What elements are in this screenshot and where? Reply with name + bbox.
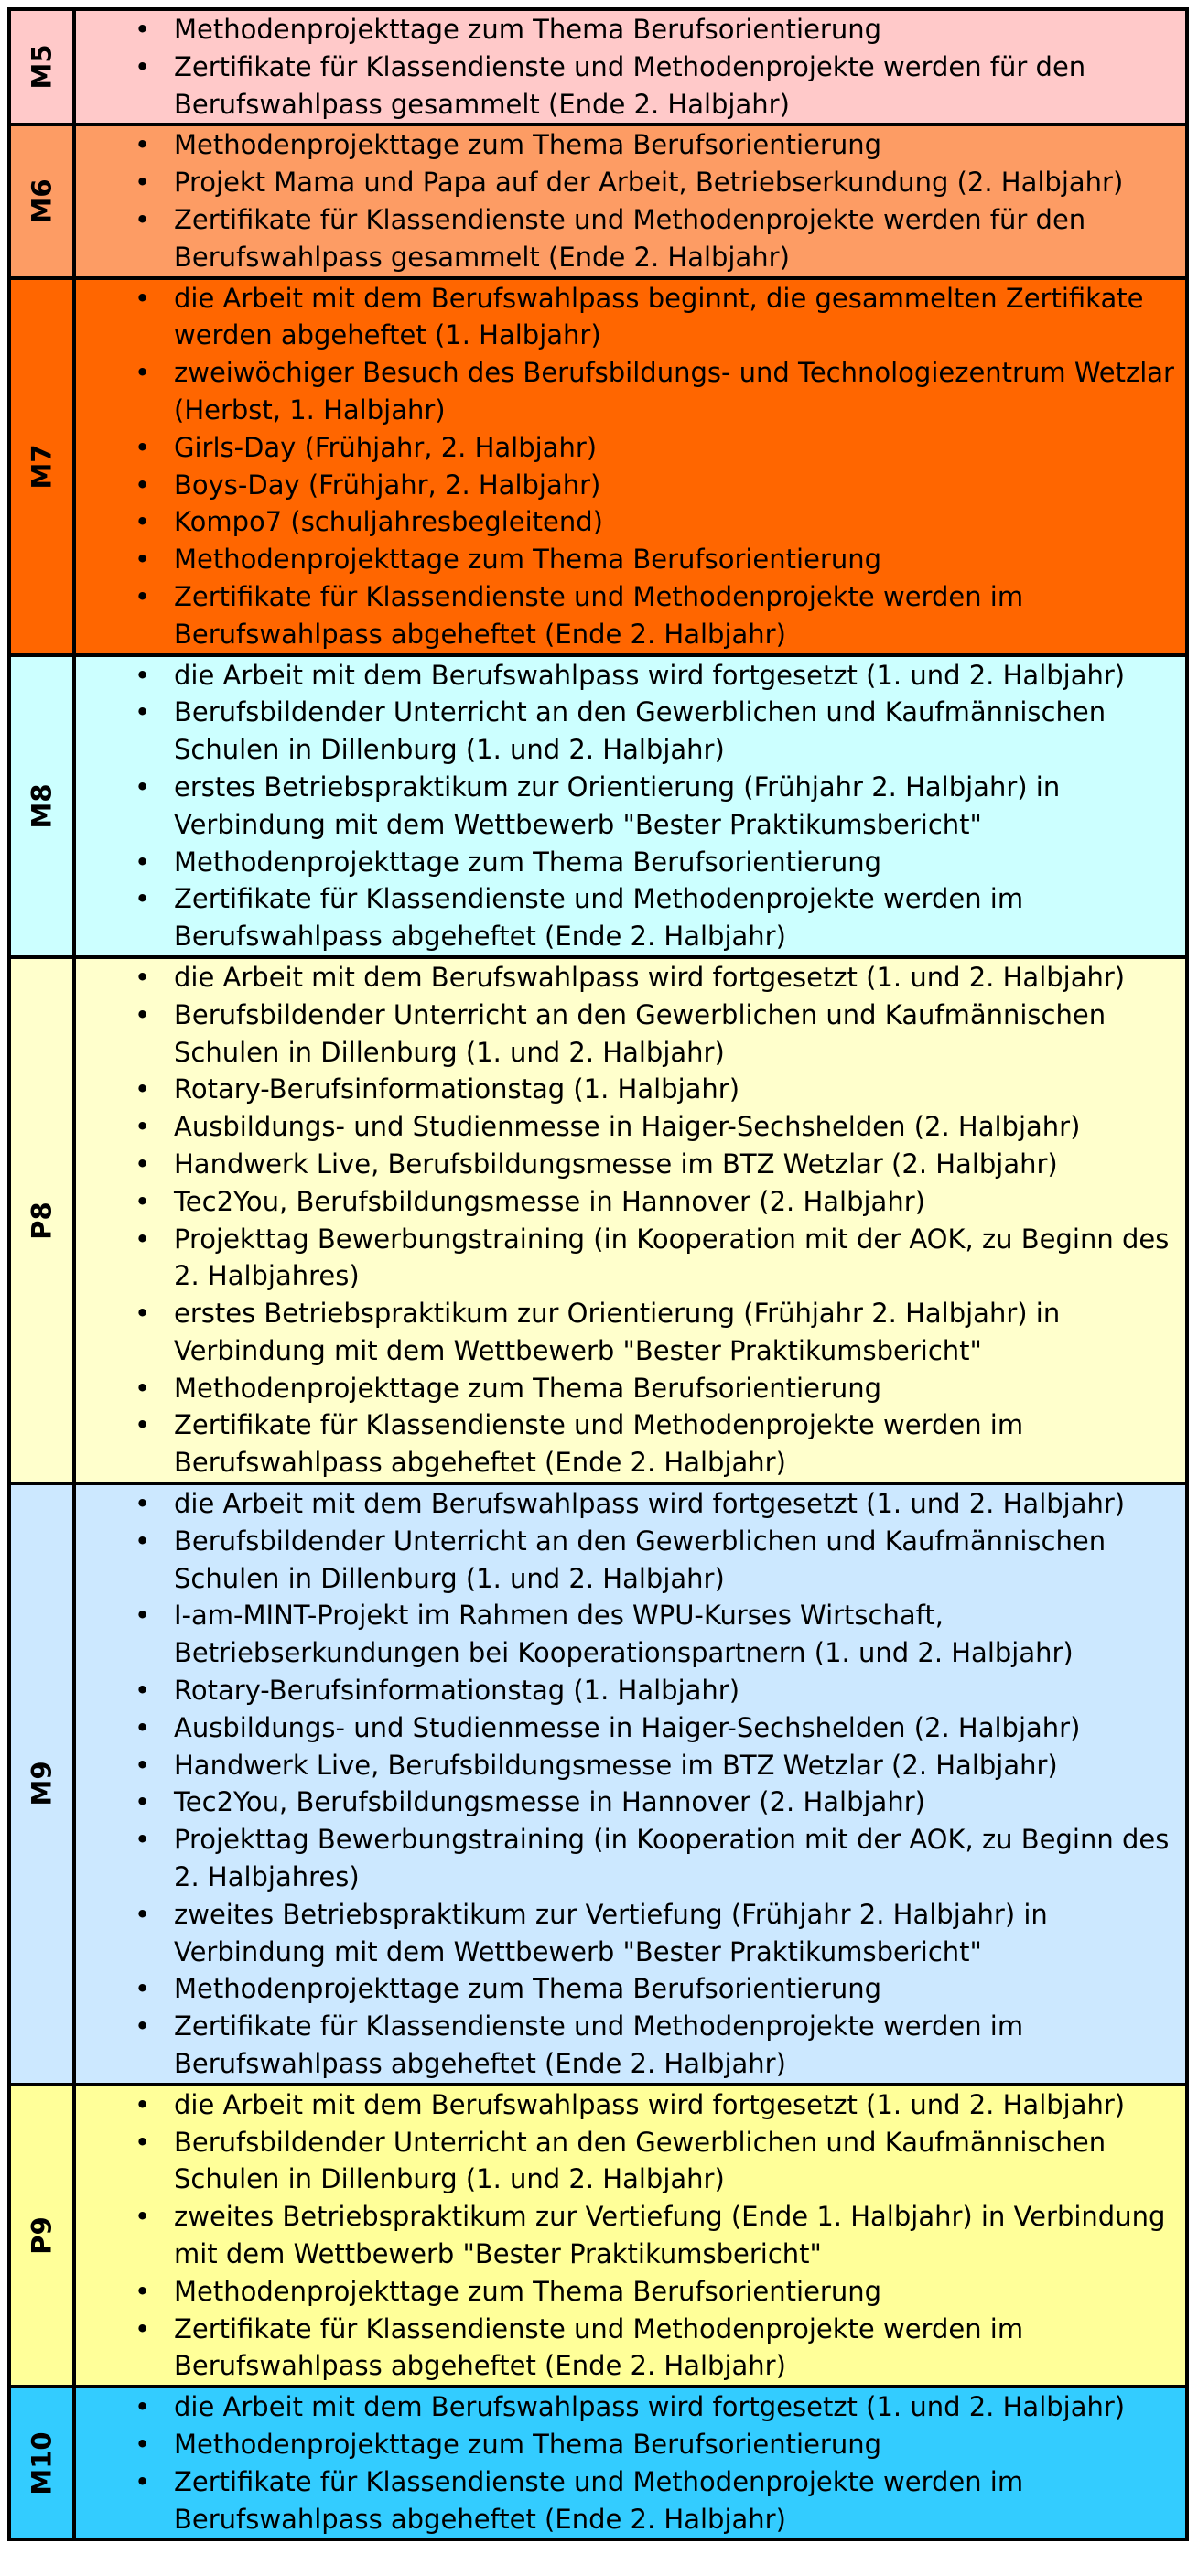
grade-label: M5: [26, 44, 58, 90]
career-orientation-table: [7, 7, 1189, 2541]
list-item: • erstes Betriebspraktikum zur Orientierung (Frühjahr 2. Halbjahr) in Verbindung mit dem Wettbewerb "Bester Praktikumsbericht": [76, 769, 1174, 844]
list-item: • Kompo7 (schuljahresbegleitend): [76, 503, 1174, 541]
grade-label-cell: [9, 1483, 74, 2085]
grade-label-cell: [9, 9, 74, 124]
list-item: • Berufsbildender Unterricht an den Gewerblichen und Kaufmännischen Schulen in Dillenburg (1. und 2. Halbjahr): [76, 2124, 1174, 2199]
table-row: [9, 124, 1187, 277]
grade-label: P9: [26, 2216, 58, 2255]
list-item: • Berufsbildender Unterricht an den Gewerblichen und Kaufmännischen Schulen in Dillenburg (1. und 2. Halbjahr): [76, 997, 1174, 1072]
list-item: • Projekttag Bewerbungstraining (in Kooperation mit der AOK, zu Beginn des 2. Halbjahres): [76, 1821, 1174, 1896]
list-item: • Tec2You, Berufsbildungsmesse in Hannover (2. Halbjahr): [76, 1784, 1174, 1821]
activity-list: [76, 2086, 1174, 2385]
grade-label-cell: [9, 124, 74, 277]
list-item: • Methodenprojekttage zum Thema Berufsorientierung: [76, 2426, 1174, 2463]
list-item: • Handwerk Live, Berufsbildungsmesse im BTZ Wetzlar (2. Halbjahr): [76, 1146, 1174, 1183]
table-row: [9, 655, 1187, 957]
activity-list: [76, 1485, 1174, 2083]
list-item: • Zertifikate für Klassendienste und Methodenprojekte werden für den Berufswahlpass gesammelt (Ende 2. Halbjahr): [76, 49, 1174, 124]
list-item: • Tec2You, Berufsbildungsmesse in Hannover (2. Halbjahr): [76, 1183, 1174, 1221]
list-item: • Zertifikate für Klassendienste und Methodenprojekte werden im Berufswahlpass abgeheftet (Ende 2. Halbjahr): [76, 2008, 1174, 2083]
grade-label-cell: [9, 2387, 74, 2539]
activity-list: [76, 126, 1174, 275]
activity-list: [76, 280, 1174, 653]
list-item: • Rotary-Berufsinformationstag (1. Halbjahr): [76, 1071, 1174, 1108]
list-item: • die Arbeit mit dem Berufswahlpass wird fortgesetzt (1. und 2. Halbjahr): [76, 2388, 1174, 2426]
table-row: [9, 957, 1187, 1483]
list-item: • die Arbeit mit dem Berufswahlpass wird fortgesetzt (1. und 2. Halbjahr): [76, 959, 1174, 997]
list-item: • Zertifikate für Klassendienste und Methodenprojekte werden im Berufswahlpass abgeheftet (Ende 2. Halbjahr): [76, 2463, 1174, 2538]
list-item: • Ausbildungs- und Studienmesse in Haiger-Sechshelden (2. Halbjahr): [76, 1108, 1174, 1146]
list-item: • Rotary-Berufsinformationstag (1. Halbjahr): [76, 1672, 1174, 1709]
list-item: • Methodenprojekttage zum Thema Berufsorientierung: [76, 844, 1174, 881]
grade-label: M10: [26, 2431, 58, 2495]
grade-label-cell: [9, 655, 74, 957]
list-item: • Zertifikate für Klassendienste und Methodenprojekte werden im Berufswahlpass abgeheftet (Ende 2. Halbjahr): [76, 880, 1174, 955]
activities-cell: [74, 278, 1187, 655]
list-item: • zweites Betriebspraktikum zur Vertiefung (Frühjahr 2. Halbjahr) in Verbindung mit dem Wettbewerb "Bester Praktikumsbericht": [76, 1896, 1174, 1971]
table-row: [9, 1483, 1187, 2085]
list-item: • zweites Betriebspraktikum zur Vertiefung (Ende 1. Halbjahr) in Verbindung mit dem Wettbewerb "Bester Praktikumsbericht": [76, 2198, 1174, 2273]
activity-list: [76, 657, 1174, 955]
list-item: • zweiwöchiger Besuch des Berufsbildungs- und Technologiezentrum Wetzlar (Herbst, 1. Halbjahr): [76, 354, 1174, 429]
list-item: • Berufsbildender Unterricht an den Gewerblichen und Kaufmännischen Schulen in Dillenburg (1. und 2. Halbjahr): [76, 694, 1174, 769]
table-row: [9, 2085, 1187, 2387]
grade-label: M9: [26, 1761, 58, 1806]
activities-cell: [74, 1483, 1187, 2085]
list-item: • Zertifikate für Klassendienste und Methodenprojekte werden im Berufswahlpass abgeheftet (Ende 2. Halbjahr): [76, 2311, 1174, 2386]
list-item: • Berufsbildender Unterricht an den Gewerblichen und Kaufmännischen Schulen in Dillenburg (1. und 2. Halbjahr): [76, 1523, 1174, 1598]
grade-label: P8: [26, 1201, 58, 1240]
activity-list: [76, 11, 1174, 123]
list-item: • Projekttag Bewerbungstraining (in Kooperation mit der AOK, zu Beginn des 2. Halbjahres): [76, 1221, 1174, 1296]
list-item: • Methodenprojekttage zum Thema Berufsorientierung: [76, 2273, 1174, 2311]
list-item: • Methodenprojekttage zum Thema Berufsorientierung: [76, 1370, 1174, 1407]
grade-label-cell: [9, 278, 74, 655]
list-item: • die Arbeit mit dem Berufswahlpass wird fortgesetzt (1. und 2. Halbjahr): [76, 1485, 1174, 1523]
list-item: • I-am-MINT-Projekt im Rahmen des WPU-Kurses Wirtschaft, Betriebserkundungen bei Kooperationspartnern (1. und 2. Halbjahr): [76, 1597, 1174, 1672]
grade-label: M6: [26, 178, 58, 224]
list-item: • Girls-Day (Frühjahr, 2. Halbjahr): [76, 429, 1174, 467]
table-row: [9, 9, 1187, 124]
list-item: • Projekt Mama und Papa auf der Arbeit, Betriebserkundung (2. Halbjahr): [76, 164, 1174, 201]
list-item: • Zertifikate für Klassendienste und Methodenprojekte werden für den Berufswahlpass gesammelt (Ende 2. Halbjahr): [76, 201, 1174, 276]
table-body: [9, 9, 1187, 2539]
activity-list: [76, 959, 1174, 1482]
list-item: • Zertifikate für Klassendienste und Methodenprojekte werden im Berufswahlpass abgeheftet (Ende 2. Halbjahr): [76, 1407, 1174, 1482]
list-item: • Boys-Day (Frühjahr, 2. Halbjahr): [76, 467, 1174, 504]
grade-label: M7: [26, 444, 58, 490]
list-item: • Methodenprojekttage zum Thema Berufsorientierung: [76, 541, 1174, 578]
list-item: • Ausbildungs- und Studienmesse in Haiger-Sechshelden (2. Halbjahr): [76, 1709, 1174, 1747]
list-item: • Methodenprojekttage zum Thema Berufsorientierung: [76, 126, 1174, 164]
list-item: • Methodenprojekttage zum Thema Berufsorientierung: [76, 1970, 1174, 2008]
activities-cell: [74, 957, 1187, 1483]
activities-cell: [74, 9, 1187, 124]
list-item: • Handwerk Live, Berufsbildungsmesse im BTZ Wetzlar (2. Halbjahr): [76, 1747, 1174, 1784]
table-row: [9, 278, 1187, 655]
activity-list: [76, 2388, 1174, 2538]
activities-cell: [74, 2085, 1187, 2387]
activities-cell: [74, 2387, 1187, 2539]
activities-cell: [74, 655, 1187, 957]
grade-label: M8: [26, 783, 58, 829]
list-item: • erstes Betriebspraktikum zur Orientierung (Frühjahr 2. Halbjahr) in Verbindung mit dem Wettbewerb "Bester Praktikumsbericht": [76, 1295, 1174, 1370]
table-row: [9, 2387, 1187, 2539]
list-item: • Methodenprojekttage zum Thema Berufsorientierung: [76, 11, 1174, 49]
list-item: • die Arbeit mit dem Berufswahlpass wird fortgesetzt (1. und 2. Halbjahr): [76, 657, 1174, 695]
list-item: • Zertifikate für Klassendienste und Methodenprojekte werden im Berufswahlpass abgeheftet (Ende 2. Halbjahr): [76, 578, 1174, 653]
list-item: • die Arbeit mit dem Berufswahlpass wird fortgesetzt (1. und 2. Halbjahr): [76, 2086, 1174, 2124]
activities-cell: [74, 124, 1187, 277]
grade-label-cell: [9, 957, 74, 1483]
grade-label-cell: [9, 2085, 74, 2387]
list-item: • die Arbeit mit dem Berufswahlpass beginnt, die gesammelten Zertifikate werden abgeheftet (1. Halbjahr): [76, 280, 1174, 355]
